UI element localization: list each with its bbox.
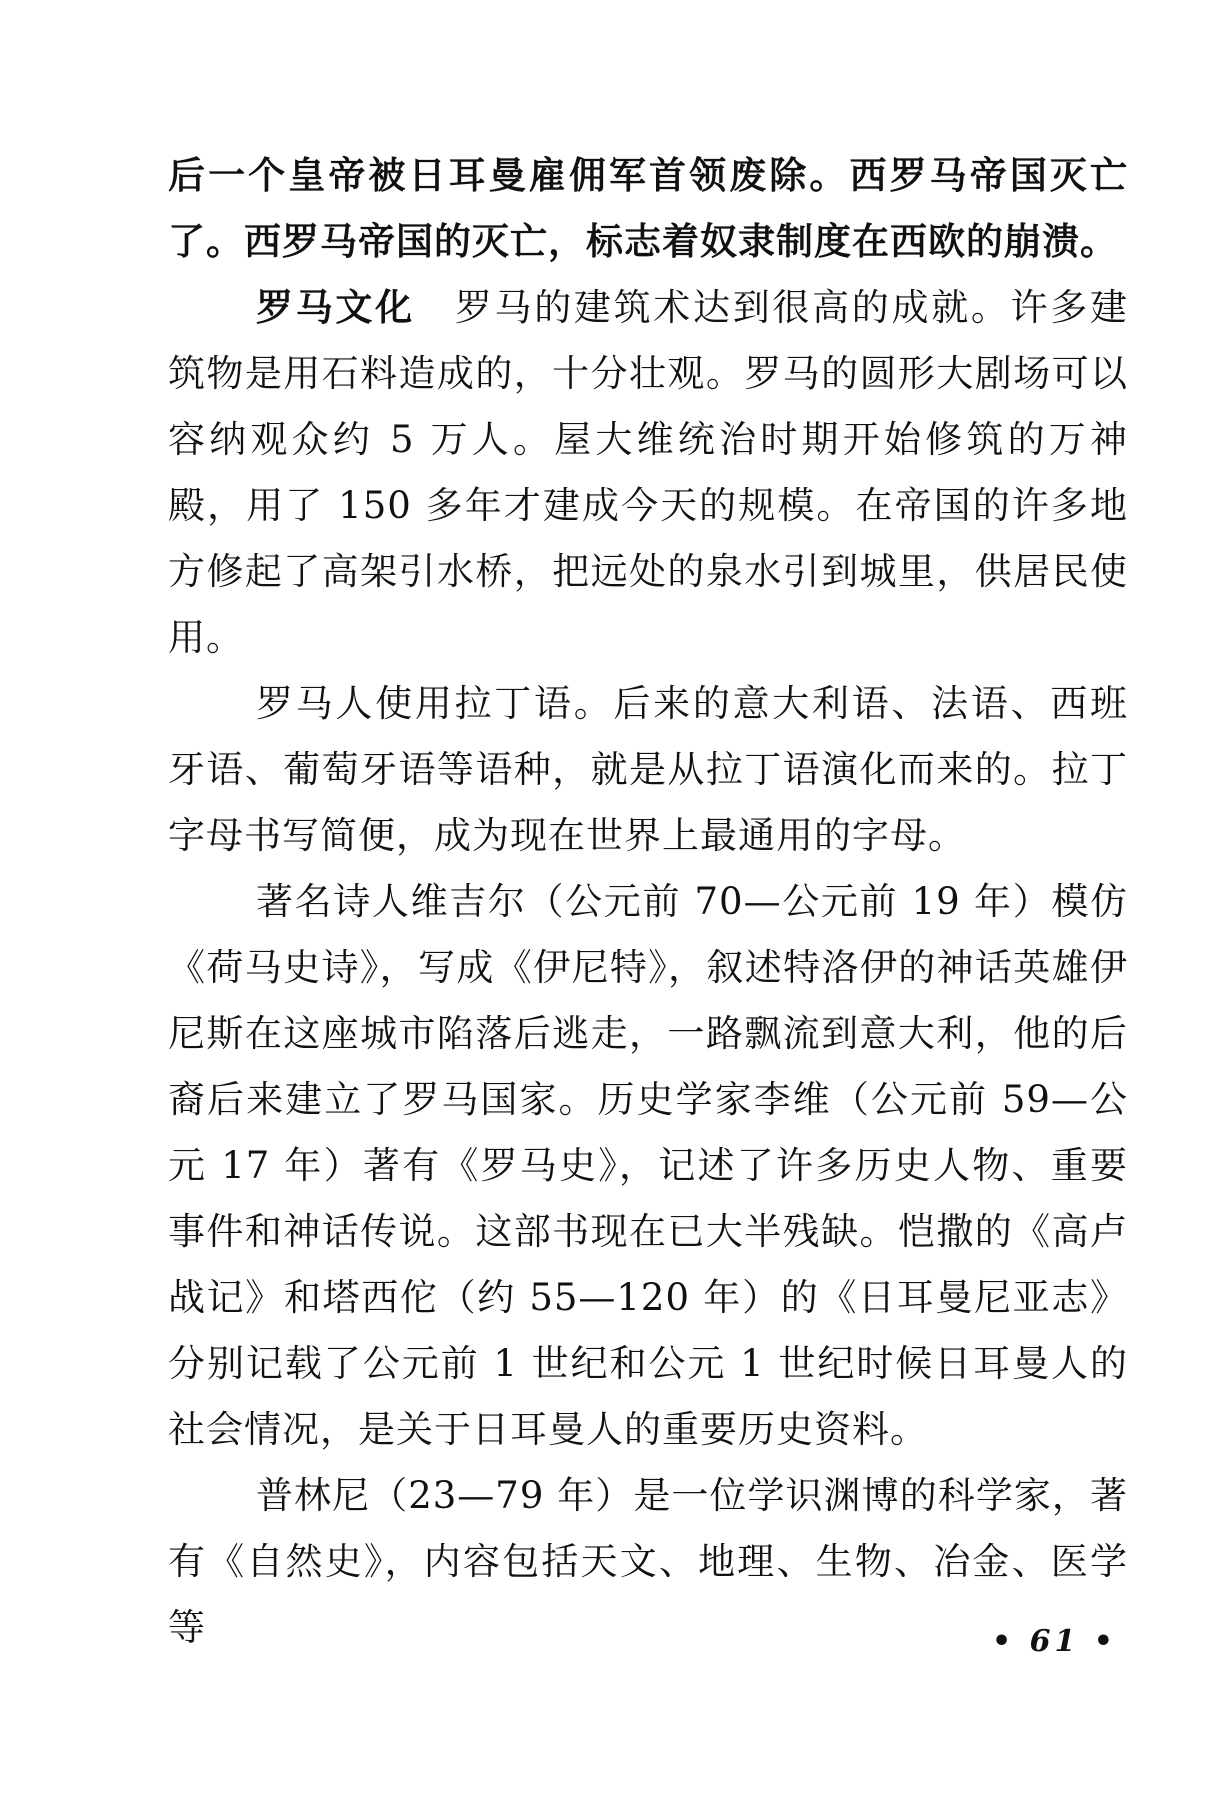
paragraph-fall-of-rome: 后一个皇帝被日耳曼雇佣军首领废除。西罗马帝国灭亡了。西罗马帝国的灭亡，标志着奴隶制度在西欧的崩溃。 [168, 153, 1128, 263]
paragraph-roman-literature: 著名诗人维吉尔（公元前 70—公元前 19 年）模仿《荷马史诗》，写成《伊尼特》，叙述特洛伊的神话英雄伊尼斯在这座城市陷落后逃走，一路飘流到意大利，他的后裔后来建立了罗马国家。历史学家李维（公元前 59—公元 17 年）著有《罗马史》，记述了许多历史人物、重要事件和神话传说。这部书现在已大半残缺。恺撒的《高卢战记》和塔西佗（约 55—120 年）的《日耳曼尼亚志》分别记载了公元前 1 世纪和公元 1 世纪时候日耳曼人的社会情况，是关于日耳曼人的重要历史资料。 [168, 880, 1128, 1451]
paragraph-pliny: 普林尼（23—79 年）是一位学识渊博的科学家，著有《自然史》，内容包括天文、地理、生物、冶金、医学等 [168, 1474, 1128, 1649]
paragraph-roman-culture [168, 274, 1128, 671]
section-heading-roman-culture: 罗马文化 [256, 285, 415, 329]
page-number: • 61 • [992, 1624, 1117, 1659]
paragraph-latin-language: 罗马人使用拉丁语。后来的意大利语、法语、西班牙语、葡萄牙语等语种，就是从拉丁语演化而来的。拉丁字母书写简便，成为现在世界上最通用的字母。 [168, 682, 1128, 857]
paragraph-roman-architecture: 罗马的建筑术达到很高的成就。许多建筑物是用石料造成的，十分壮观。罗马的圆形大剧场可以容纳观众约 5 万人。屋大维统治时期开始修筑的万神殿，用了 150 多年才建成今天的规模。在帝国的许多地方修起了高架引水桥，把远处的泉水引到城里，供居民使用。 [168, 286, 1129, 659]
page-body-text [168, 142, 1128, 1661]
